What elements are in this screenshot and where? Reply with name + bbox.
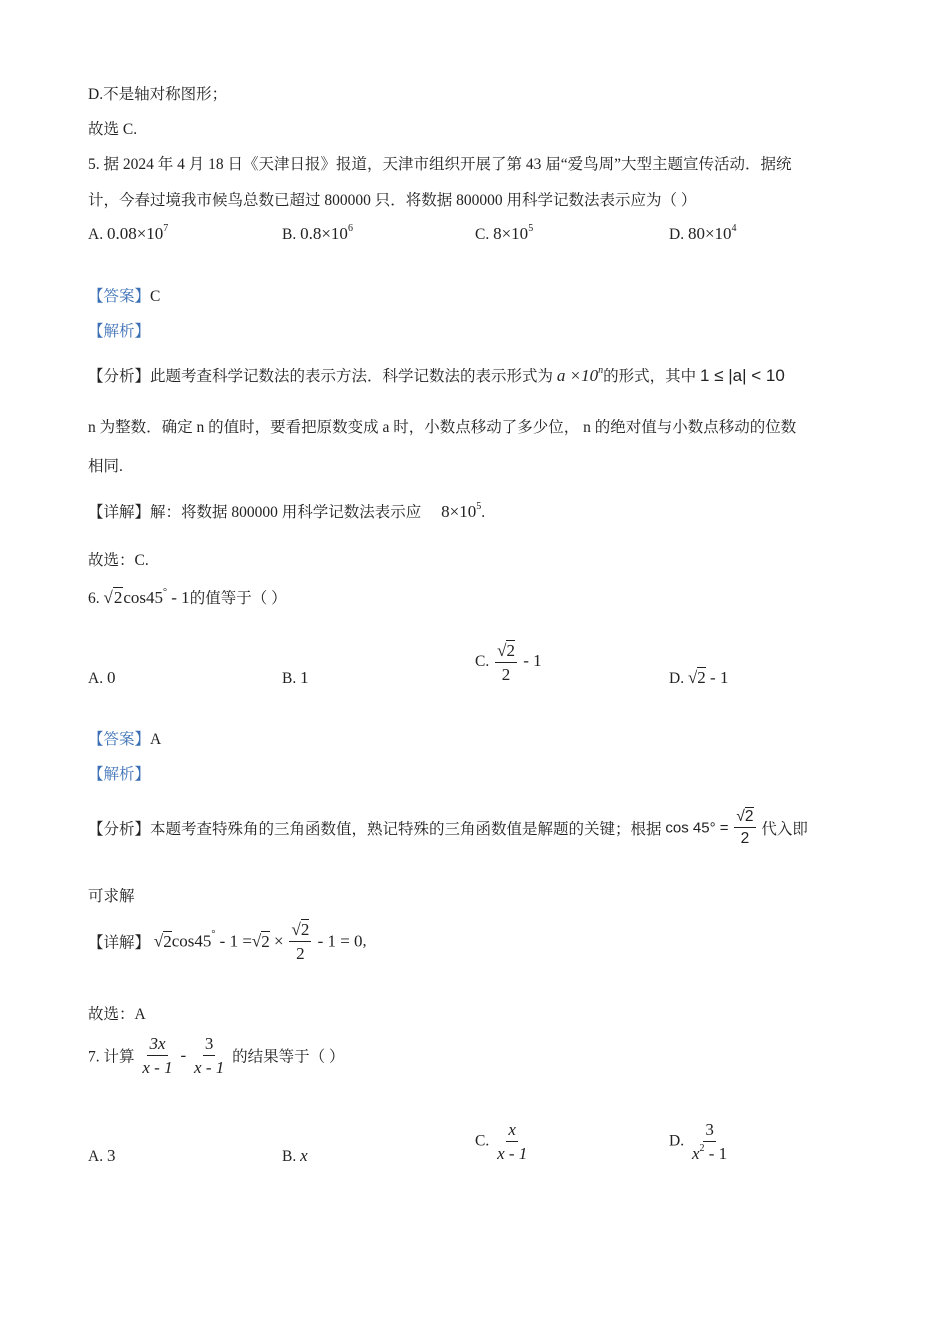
q5-stem-line2: 计，今春过境我市候鸟总数已超过 800000 只．将数据 800000 用科学记数法表示应为（ ） <box>88 192 697 209</box>
q6-answer <box>88 727 161 749</box>
option-label: C. <box>475 1132 490 1150</box>
q7-option-c <box>475 1120 531 1163</box>
answer-tag: 【答案】 <box>88 731 151 748</box>
denominator: x - 1 <box>194 1057 225 1077</box>
q5-fenxi-line1 <box>88 364 785 386</box>
q6-choice: 故选：A <box>88 1006 146 1023</box>
fraction: $\frac{√2}{2}$ <box>291 920 310 963</box>
fraction: $\frac{√2}{2}$ <box>497 641 515 684</box>
detail-text: 【详解】解：将数据 800000 用科学记数法表示应 <box>88 504 422 521</box>
q7-option-d <box>669 1120 731 1163</box>
q5-analysis-tag: 【解析】 <box>88 323 151 340</box>
minus-sign: - <box>180 1045 187 1065</box>
option-tail: - 1 <box>705 668 729 687</box>
stem-text: 的值等于（ ） <box>189 590 287 607</box>
prev-choice: 故选 C. <box>88 121 138 138</box>
denominator-tail: - 1 <box>704 1143 728 1163</box>
q6-option-b <box>282 668 309 688</box>
detail-math: cos45 <box>171 931 212 951</box>
fenxi-form: a ×10 <box>556 366 599 385</box>
detail-end: , <box>362 932 367 950</box>
q6-option-a <box>88 668 115 688</box>
option-label: A. <box>88 670 104 687</box>
question-number: 7. 计算 <box>88 1048 135 1066</box>
option-label: C. <box>475 226 490 243</box>
exponent: 2 <box>699 1142 705 1154</box>
answer-tag: 【答案】 <box>88 288 151 305</box>
option-math: 80×10 <box>687 224 732 243</box>
q7-option-a <box>88 1146 115 1166</box>
denominator: 2 <box>501 664 511 684</box>
fraction <box>690 1120 729 1163</box>
q5-option-b <box>282 224 353 244</box>
numerator: 2 <box>506 641 515 660</box>
answer-value: C <box>150 288 161 305</box>
denominator: x - 1 <box>497 1143 528 1163</box>
option-math: 3 <box>106 1146 116 1165</box>
option-math: 0.8×10 <box>300 224 348 243</box>
fraction <box>495 1120 529 1163</box>
q5-option-a <box>88 224 168 244</box>
q6-stem <box>88 586 287 608</box>
degree-sign: ° <box>163 587 168 598</box>
fenxi-text: 的形式，其中 <box>603 368 697 385</box>
fraction <box>140 1034 174 1077</box>
stem-text: 的结果等于（ ） <box>232 1048 345 1066</box>
option-math: 8×10 <box>493 224 529 243</box>
sqrt-2: √2 <box>103 588 123 607</box>
denominator-base: x <box>691 1143 700 1163</box>
radicand: 2 <box>697 668 706 687</box>
option-label: D. <box>669 226 685 243</box>
answer-value: A <box>150 731 162 748</box>
option-label: A. <box>88 226 104 243</box>
q6-fenxi-line2: 可求解 <box>88 888 135 905</box>
exponent: n <box>598 365 604 376</box>
numerator: x <box>506 1120 518 1142</box>
stem-tail: - 1 <box>167 588 190 607</box>
option-tail: - 1 <box>518 651 542 671</box>
q7-option-b <box>282 1146 308 1166</box>
stem-math: cos45 <box>123 588 164 607</box>
detail-math: - 1 = 0 <box>313 931 363 951</box>
detail-math: × <box>269 931 284 951</box>
fraction <box>192 1034 226 1077</box>
option-label: D. <box>669 1132 685 1150</box>
q5-answer <box>88 284 160 306</box>
option-label: B. <box>282 1148 297 1165</box>
detail-math: - 1 = <box>215 931 252 951</box>
option-math: x <box>300 1146 308 1165</box>
exponent: 6 <box>347 223 353 234</box>
option-label: B. <box>282 226 297 243</box>
q6-option-c <box>475 641 542 684</box>
exponent: 4 <box>731 223 737 234</box>
option-math: 0.08×10 <box>106 224 164 243</box>
q6-detail: 【详解】 √2cos45° - 1 =√2 × $\frac{√2}{2}$ - 1 = 0, <box>88 920 367 963</box>
denominator: x - 1 <box>142 1057 173 1077</box>
exponent: 7 <box>163 223 169 234</box>
numerator: 3 <box>703 1120 716 1142</box>
fenxi-tail: 代入即 <box>761 820 808 838</box>
fraction: $\frac{√2}{2}$ <box>736 808 754 847</box>
q5-option-c <box>475 224 533 244</box>
q7-stem <box>88 1034 345 1077</box>
detail-tag: 【详解】 <box>88 934 151 952</box>
fenxi-math: cos 45° = <box>665 819 729 837</box>
exponent: 5 <box>528 223 534 234</box>
fenxi-text: 【分析】本题考查特殊角的三角函数值，熟记特殊的三角函数值是解题的关键；根据 <box>88 820 662 838</box>
option-label: D. <box>669 670 685 687</box>
q5-stem-line1: 5. 据 2024 年 4 月 18 日《天津日报》报道，天津市组织开展了第 43 届“爱鸟周”大型主题宣传活动．据统 <box>88 156 792 173</box>
option-label: C. <box>475 653 490 671</box>
option-math: 0 <box>106 668 116 687</box>
q5-fenxi-line3: 相同. <box>88 458 123 475</box>
q6-analysis-tag: 【解析】 <box>88 766 151 783</box>
detail-end: . <box>481 504 486 521</box>
option-math: 1 <box>300 668 309 687</box>
q5-detail <box>88 500 485 522</box>
option-label: A. <box>88 1148 104 1165</box>
q6-option-d: D. √2 - 1 <box>669 668 729 687</box>
question-number: 6. <box>88 590 100 607</box>
prev-option-d: D.不是轴对称图形； <box>88 86 228 103</box>
q6-fenxi-line1 <box>88 808 808 848</box>
fenxi-range: 1 ≤ |a| < 10 <box>700 366 785 385</box>
numerator: 3x <box>147 1034 167 1056</box>
option-label: B. <box>282 670 297 687</box>
detail-math: 8×10 <box>441 502 477 521</box>
q5-fenxi-line2: n 为整数．确定 n 的值时，要看把原数变成 a 时，小数点移动了多少位， n 的绝对值与小数点移动的位数 <box>88 419 797 436</box>
q5-option-d <box>669 224 737 244</box>
exponent: 5 <box>476 501 482 512</box>
numerator: 3 <box>203 1034 216 1056</box>
q5-choice: 故选：C. <box>88 552 149 569</box>
fenxi-text: 【分析】此题考查科学记数法的表示方法．科学记数法的表示形式为 <box>88 368 554 385</box>
